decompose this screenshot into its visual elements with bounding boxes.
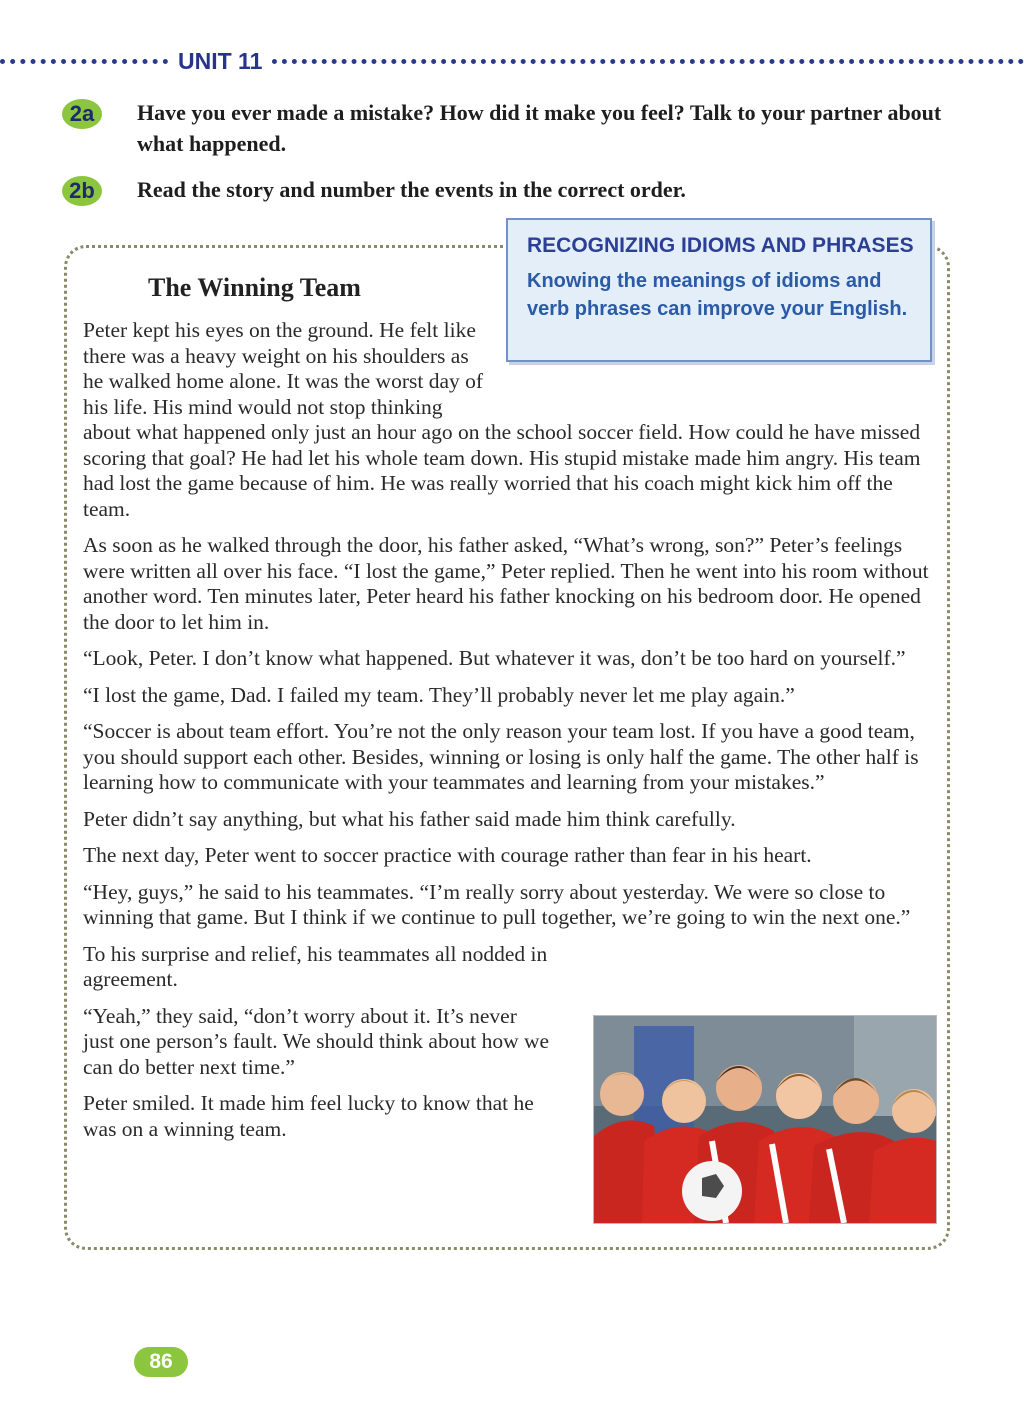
story-paragraph: Peter smiled. It made him feel lucky to know that he was on a winning team. — [83, 1091, 534, 1141]
header-dots-right — [262, 59, 1024, 64]
task-badge-2b: 2b — [62, 176, 102, 206]
task-2a-text: Have you ever made a mistake? How did it make you feel? Talk to your partner about what happened. — [137, 100, 942, 156]
story-paragraph: “Hey, guys,” he said to his teammates. “I’m really sorry about yesterday. We were so close to winning that game. But I think if we continue to pull together, we’re going to win the next one.” — [83, 879, 911, 929]
tip-box-spacer — [491, 318, 938, 396]
header-dots-left — [0, 59, 168, 64]
story-paragraph: “Yeah,” they said, “don’t worry about it. It’s never just one person’s fault. We should think about how we can do better next time.” — [83, 1003, 550, 1079]
story-paragraph: As soon as he walked through the door, his father asked, “What’s wrong, son?” Peter’s feelings were written all over his face. “I lost the game,” Peter replied. Then he went into his room without another word. Ten minutes later, Peter heard his father knocking on his bedroom door. He opened the door to let him in. — [83, 533, 929, 634]
tip-body: Knowing the meanings of idioms and verb phrases can improve your English. — [527, 270, 908, 320]
story-paragraph: The next day, Peter went to soccer practice with courage rather than fear in his heart. — [83, 843, 812, 867]
story-paragraph: “Look, Peter. I don’t know what happened. But whatever it was, don’t be too hard on yourself.” — [83, 646, 906, 670]
soccer-team-photo — [593, 1015, 937, 1224]
page-number: 86 — [134, 1347, 188, 1377]
story-paragraph: To his surprise and relief, his teammates all nodded in agreement. — [83, 941, 548, 991]
story-paragraph: Peter kept his eyes on the ground. He felt like there was a heavy weight on his shoulders as he walked home alone. It was the worst day of his life. His mind would not stop thinking about what happened only just an hour ago on the school soccer field. How could he have missed scoring that goal? He had let his whole team down. His stupid mistake made him angry. His team had lost the game because of him. He was really worried that his coach might kick him off the team. — [83, 318, 921, 521]
tip-title: RECOGNIZING IDIOMS AND PHRASES — [527, 234, 914, 257]
story-title: The Winning Team — [148, 273, 361, 302]
task-2b-text: Read the story and number the events in the correct order. — [137, 177, 686, 202]
unit-header — [0, 48, 1024, 76]
task-badge-2a: 2a — [62, 99, 102, 129]
story-paragraph: “Soccer is about team effort. You’re not the only reason your team lost. If you have a good team, you should support each other. Besides, winning or losing is only half the game. The other half is learning how to communicate with your teammates and learning from your mistakes.” — [83, 719, 919, 794]
story-paragraph: Peter didn’t say anything, but what his father said made him think carefully. — [83, 806, 736, 831]
story-paragraph: “I lost the game, Dad. I failed my team. They’ll probably never let me play again.” — [83, 682, 795, 707]
unit-label: UNIT 11 — [172, 48, 268, 74]
soccer-team-illustration — [594, 1016, 936, 1223]
